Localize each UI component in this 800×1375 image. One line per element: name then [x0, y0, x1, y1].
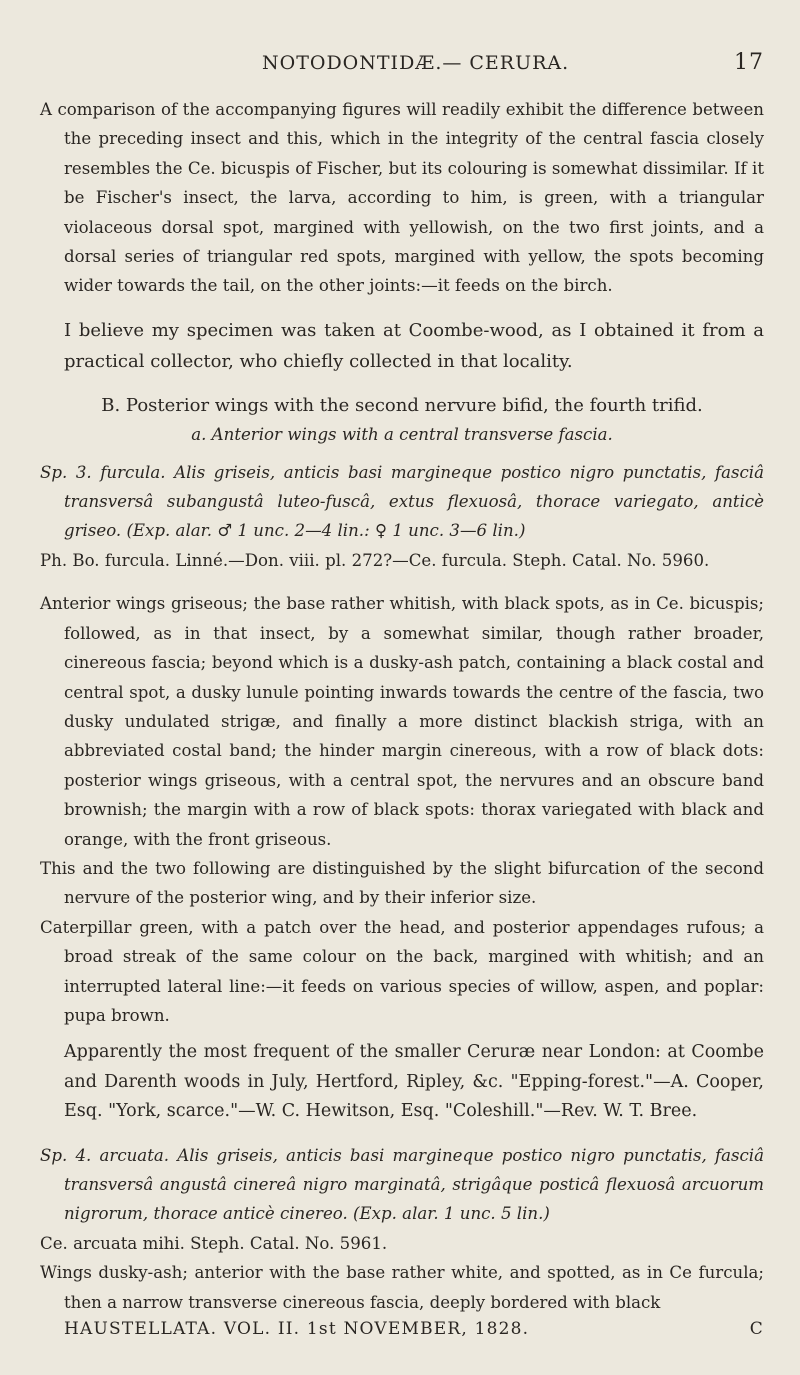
signature-line — [40, 1319, 764, 1339]
paragraph-comparison: A comparison of the accompanying figures will readily exhibit the difference between the preceding insect and this, which in the integrity of the central fascia closely resembles the Ce. bicuspis of Fischer, but its colouring is somewhat dissimilar. If it be Fischer's insect, the larva, according to him, is green, with a triangular violaceous dorsal spot, margined with yellowish, on the two first joints, and a dorsal series of triangular red spots, margined with yellow, the spots becoming wider towards the tail, on the other joints:—it feeds on the birch. — [40, 100, 764, 296]
paragraph-anterior-wings: Anterior wings griseous; the base rather whitish, with black spots, as in Ce. bicuspis; followed, as in that insect, by a somewhat similar, though rather broader, cinereous fascia; beyond which is a dusky-ash patch, containing a black costal and central spot, a dusky lunule pointing inwards towards the centre of the fascia, two dusky undulated strigæ, and finally a more distinct blackish striga, with an abbreviated costal band; the hinder margin cinereous, with a row of black dots: posterior wings griseous, with a central spot, the nervures and an obscure band brownish; the margin with a row of black spots: thorax variegated with black and orange, with the front griseous. — [40, 594, 764, 849]
paragraph-specimen: I believe my specimen was taken at Coombe-wood, as I obtained it from a practical collector, who chiefly collected in that locality. — [64, 319, 764, 372]
paragraph-localities: Apparently the most frequent of the smaller Ceruræ near London: at Coombe and Darenth woods in July, Hertford, Ripley, &c. "Epping-forest."—A. Cooper, Esq. "York, scarce."—W. C. Hewitson, Esq. "Coleshill."—Rev. W. T. Bree. — [64, 1042, 764, 1122]
header-title: NOTODONTIDÆ.— CERURA. — [262, 52, 570, 74]
signature-mark: C — [749, 1319, 764, 1340]
signature-text: HAUSTELLATA. VOL. II. 1st NOVEMBER, 1828. — [64, 1319, 530, 1340]
page-number: 17 — [734, 50, 764, 75]
paragraph-caterpillar: Caterpillar green, with a patch over the head, and posterior appendages rufous; a broad streak of the same colour on the back, margined with whitish; and an interrupted lateral line:—it feeds on various species of willow, aspen, and poplar: pupa brown. — [40, 917, 764, 1025]
paragraph-distinguished: This and the two following are distinguished by the slight bifurcation of the second nervure of the posterior wing, and by their inferior size. — [40, 858, 764, 908]
section-b-heading: B. Posterior wings with the second nervure bifid, the fourth trifid. — [101, 394, 703, 416]
running-header — [262, 50, 764, 75]
species-4-diagnosis: Sp. 4. arcuata. Alis griseis, anticis basi margineque postico nigro punctatis, fasciâ transversâ angustâ cinereâ nigro marginatâ, strigâque posticâ flexuosâ arcuorum nigrorum, thorace anticè cinereo. (Exp. alar. 1 unc. 5 lin.) — [40, 1145, 764, 1224]
species-3-diagnosis: Sp. 3. furcula. Alis griseis, anticis basi margineque postico nigro punctatis, fasciâ transversâ subangustâ luteo-fuscâ, extus flexuosâ, thorace variegato, anticè griseo. (Exp. alar. ♂ 1 unc. 2—4 lin.: ♀ 1 unc. 3—6 lin.) — [40, 462, 764, 541]
species-3-synonymy: Ph. Bo. furcula. Linné.—Don. viii. pl. 272?—Ce. furcula. Steph. Catal. No. 5960. — [40, 550, 710, 570]
paragraph-wings-dusky: Wings dusky-ash; anterior with the base rather white, and spotted, as in Ce furcula; then a narrow transverse cinereous fascia, deeply bordered with black — [40, 1263, 764, 1312]
section-a-heading: a. Anterior wings with a central transverse fascia. — [191, 425, 613, 445]
species-4-synonymy: Ce. arcuata mihi. Steph. Catal. No. 5961. — [40, 1233, 388, 1253]
